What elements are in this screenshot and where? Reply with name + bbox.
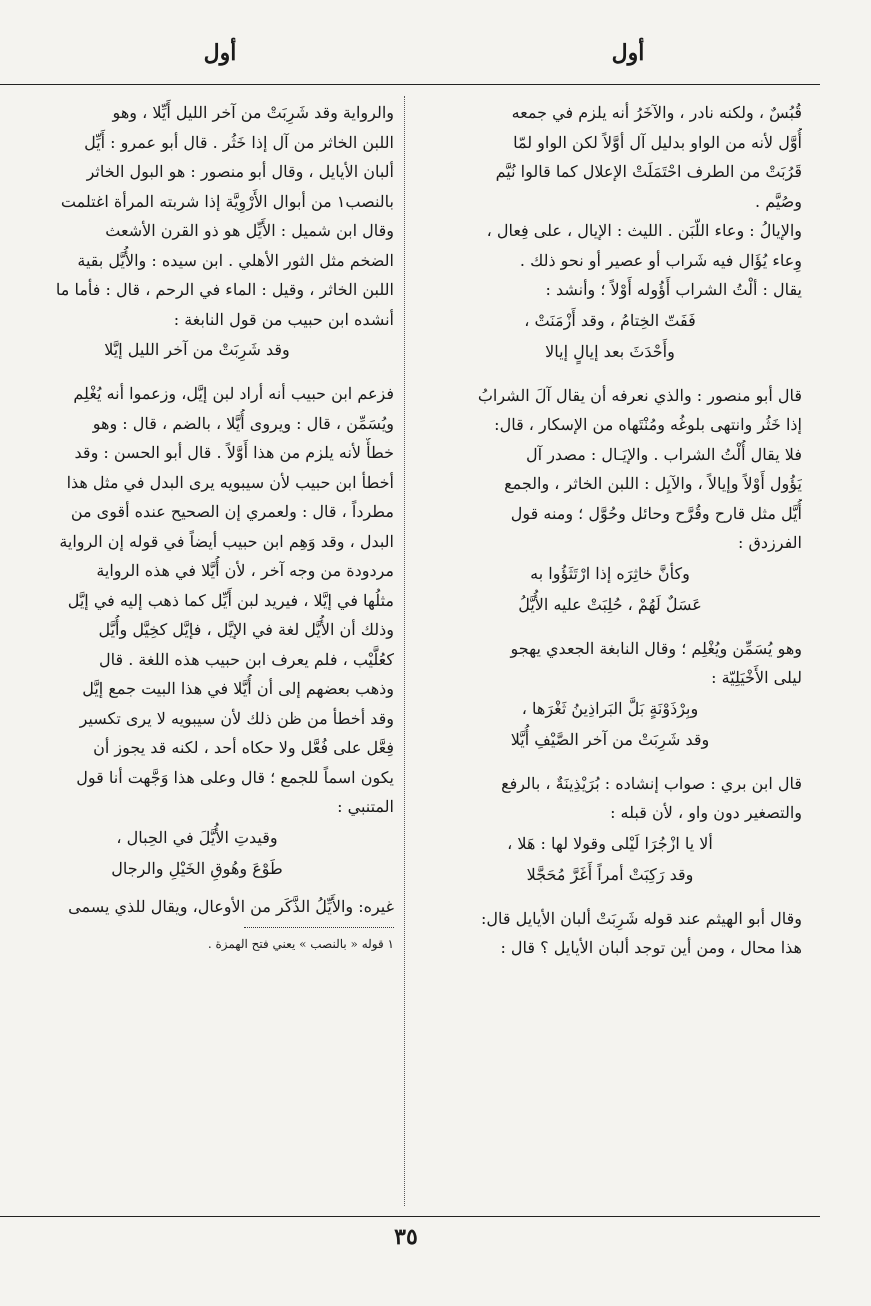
text-line: المتنبي : — [337, 797, 394, 816]
paragraph-gap — [418, 620, 802, 634]
verse-line: ألا يا ازْجُرَا لَيْلى وقولا لها : هَلا ، — [507, 833, 713, 853]
text-line: وقال أبو الهيثم عند قوله شَرِبَتْ ألبان الأيايل قال: — [480, 908, 802, 928]
text-line: يَؤُول أَوْلاً وإيالاً ، والآيِل : اللبن الخاثر ، والجمع — [504, 474, 802, 493]
text-line: أخطأ ابن حبيب لأن سيبويه يرى البدل في مثل هذا — [66, 472, 394, 492]
text-line: فلا يقال أُلْتُ الشراب . والإيَـال : مصدر آل — [526, 444, 802, 464]
paragraph-gap — [0, 884, 394, 892]
footer-rule — [0, 1216, 820, 1217]
text-line: فِعَّل على فُعَّل ولا حكاه أحد ، لكنه قد يجوز أن — [93, 738, 394, 757]
text-line: قال ابن بري : صواب إنشاده : بُرَيْذِينَةٌ ، بالرفع — [501, 773, 802, 793]
left-column — [0, 98, 394, 1210]
text-line: أُيَّل مثل قارح وقُرَّح وحائل وحُوَّل ؛ ومنه قول — [510, 503, 802, 523]
text-line: قَرُبَتْ من الطرف احْتَمَلَتْ الإعلال كما قالوا نُيَّم — [495, 162, 802, 181]
text-line: وِعاء يُؤَال فيه شَراب أو عصير أو نحو ذلك . — [519, 250, 802, 270]
verse-line: طَوْعَ وهُوقِ الخَيْلِ والرجال — [111, 858, 283, 878]
text-line: فزعم ابن حبيب أنه أراد لبن إيَّل، وزعموا أنه يُغْلِم — [73, 384, 394, 403]
text-line: إذا خَثُر وانتهى بلوغُه ومُنْتَهاه من الإسكار ، قال: — [494, 415, 802, 434]
text-line: الفرزدق : — [738, 533, 802, 552]
text-line: وهو يُسَمِّن ويُغْلِم ؛ وقال النابغة الجعدي يهجو — [510, 638, 802, 658]
text-line: خطأٌ لأنه يلزم من هذا أَوَّلاً . قال أبو الحسن : وقد — [74, 443, 394, 462]
text-line: والإيالُ : وعاء اللّبَن . الليث : الإيال ، على فِعال ، — [486, 221, 802, 240]
text-line: مردودة من وجه آخر ، لأن أُيَّلا في هذه الرواية — [96, 561, 394, 580]
text-line: والتصغير دون واو ، لأن قبله : — [610, 803, 802, 822]
text-line: غيره: والأَيِّلُ الذَّكَر من الأوعال، ويقال للذي يسمى — [68, 896, 394, 916]
text-line: وصُيَّم . — [755, 191, 802, 211]
text-line: ليلى الأَخْيَلِيّة : — [711, 668, 802, 687]
verse-line: وكأنَّ خاثِرَه إذا ارْتَثَؤُوا به — [530, 563, 690, 583]
paragraph-gap — [418, 367, 802, 381]
text-line: وقال ابن شميل : الأَيِّل هو ذو القرن الأشعث — [105, 221, 394, 240]
column-divider — [404, 96, 405, 1206]
text-line: كعُلَّيْب ، فلم يعرف ابن حبيب هذه اللغة . قال — [99, 649, 394, 669]
paragraph-gap — [0, 365, 394, 379]
text-line: ويُسَمِّن ، قال : ويروى أُيَّلا ، بالضم ، قال : وهو — [92, 413, 394, 433]
page-number: ٣٥ — [394, 1224, 418, 1250]
verse-line: فَفَتّ الخِتامُ ، وقد أَزْمَنَتْ ، — [524, 310, 696, 330]
verse-line: وقيدتِ الأُيَّلَ في الحِبال ، — [116, 827, 278, 847]
text-line: والرواية وقد شَرِبَتْ من آخر الليل أَيِّلا ، وهو — [112, 103, 394, 122]
header-rule — [0, 84, 820, 85]
text-line: البدل ، وقد وَهِم ابن حبيب أيضاً في قوله إن الرواية — [59, 531, 394, 551]
text-line: يقال : ألْتُ الشراب أَؤُوله أَوْلاً ؛ وأنشد : — [545, 280, 802, 299]
text-line: قال أبو منصور : والذي نعرفه أن يقال آلَ الشرابُ — [477, 385, 802, 405]
verse-line: وأَحْدَثَ بعد إيالٍ إيالا — [545, 341, 675, 361]
verse-line: وبِرْذَوْنَةٍ بَلَّ البَراذِينُ ثَغْرَها ، — [521, 698, 699, 718]
text-line: يكون اسماً للجمع ؛ قال وعلى هذا وَجَّهت أنا قول — [76, 767, 394, 787]
text-line: اللبن الخاثر ، وقيل : الماء في الرحم ، قال : فأما ما — [55, 280, 394, 299]
footnote-text: ١ قوله « بالنصب » يعني فتح الهمزة . — [207, 937, 394, 951]
paragraph-gap — [418, 755, 802, 769]
right-column — [418, 98, 802, 1210]
footnote-rule — [244, 927, 394, 934]
verse-line: وقد شَرِبَتْ من آخر الليل إيَّلا — [104, 340, 290, 359]
text-line: أُوَّل لأنه من الواو بدليل آل أوَّلاً لكن الواو لمّا — [513, 132, 802, 152]
paragraph-gap — [418, 890, 802, 904]
text-line: اللبن الخاثر من آل إذا خَثُر . قال أبو عمرو : أَيِّل — [84, 132, 394, 152]
text-line: مطرداً ، قال : ولعمري إن الصحيح عنده أقوى من — [70, 502, 394, 521]
text-line: بالنصب١ من أبوال الأَرْوِيَّة إذا شربته المرأة اغتلمت — [60, 191, 394, 211]
text-line: مثلُها في إيَّلا ، فيريد لبن أَيِّل كما ذهب إليه في إيَّل — [67, 590, 394, 610]
text-line: وذلك أن الأُيَّل لغة في الإيَّل ، فإيَّل كخِيَّل وأُيَّل — [98, 620, 394, 639]
text-line: قُبُسٌ ، ولكنه نادر ، والآخَرُ أنه يلزم في جمعه — [511, 103, 802, 122]
text-line: وذهب بعضهم إلى أن أُيَّلا في هذا البيت جمع إيَّل — [82, 679, 394, 698]
text-line: وقد أخطأ من ظن ذلك لأن سيبويه لا يرى تكسير — [79, 708, 394, 728]
verse-line: عَسَلٌ لَهُمْ ، حُلِبَتْ عليه الأُيَّلُ — [518, 594, 702, 614]
text-line: أنشده ابن حبيب من قول النابغة : — [173, 309, 394, 329]
verse-line: وقد رَكِبَتْ أمراً أَغَرَّ مُحَجَّلا — [526, 864, 694, 884]
verse-line: وقد شَرِبَتْ من آخر الصَّيْفِ أُيَّلا — [510, 729, 710, 749]
text-line: ألبان الأيايل ، وقال أبو منصور : هو البول الخاثر — [86, 162, 394, 181]
headword-right: أول — [611, 40, 645, 66]
text-line: الضخم مثل الثور الأهلي . ابن سيده : والأُيَّل بقية — [77, 250, 394, 270]
headword-left: أول — [203, 40, 237, 66]
text-line: هذا محال ، ومن أين توجد ألبان الأيايل ؟ قال : — [500, 938, 802, 957]
